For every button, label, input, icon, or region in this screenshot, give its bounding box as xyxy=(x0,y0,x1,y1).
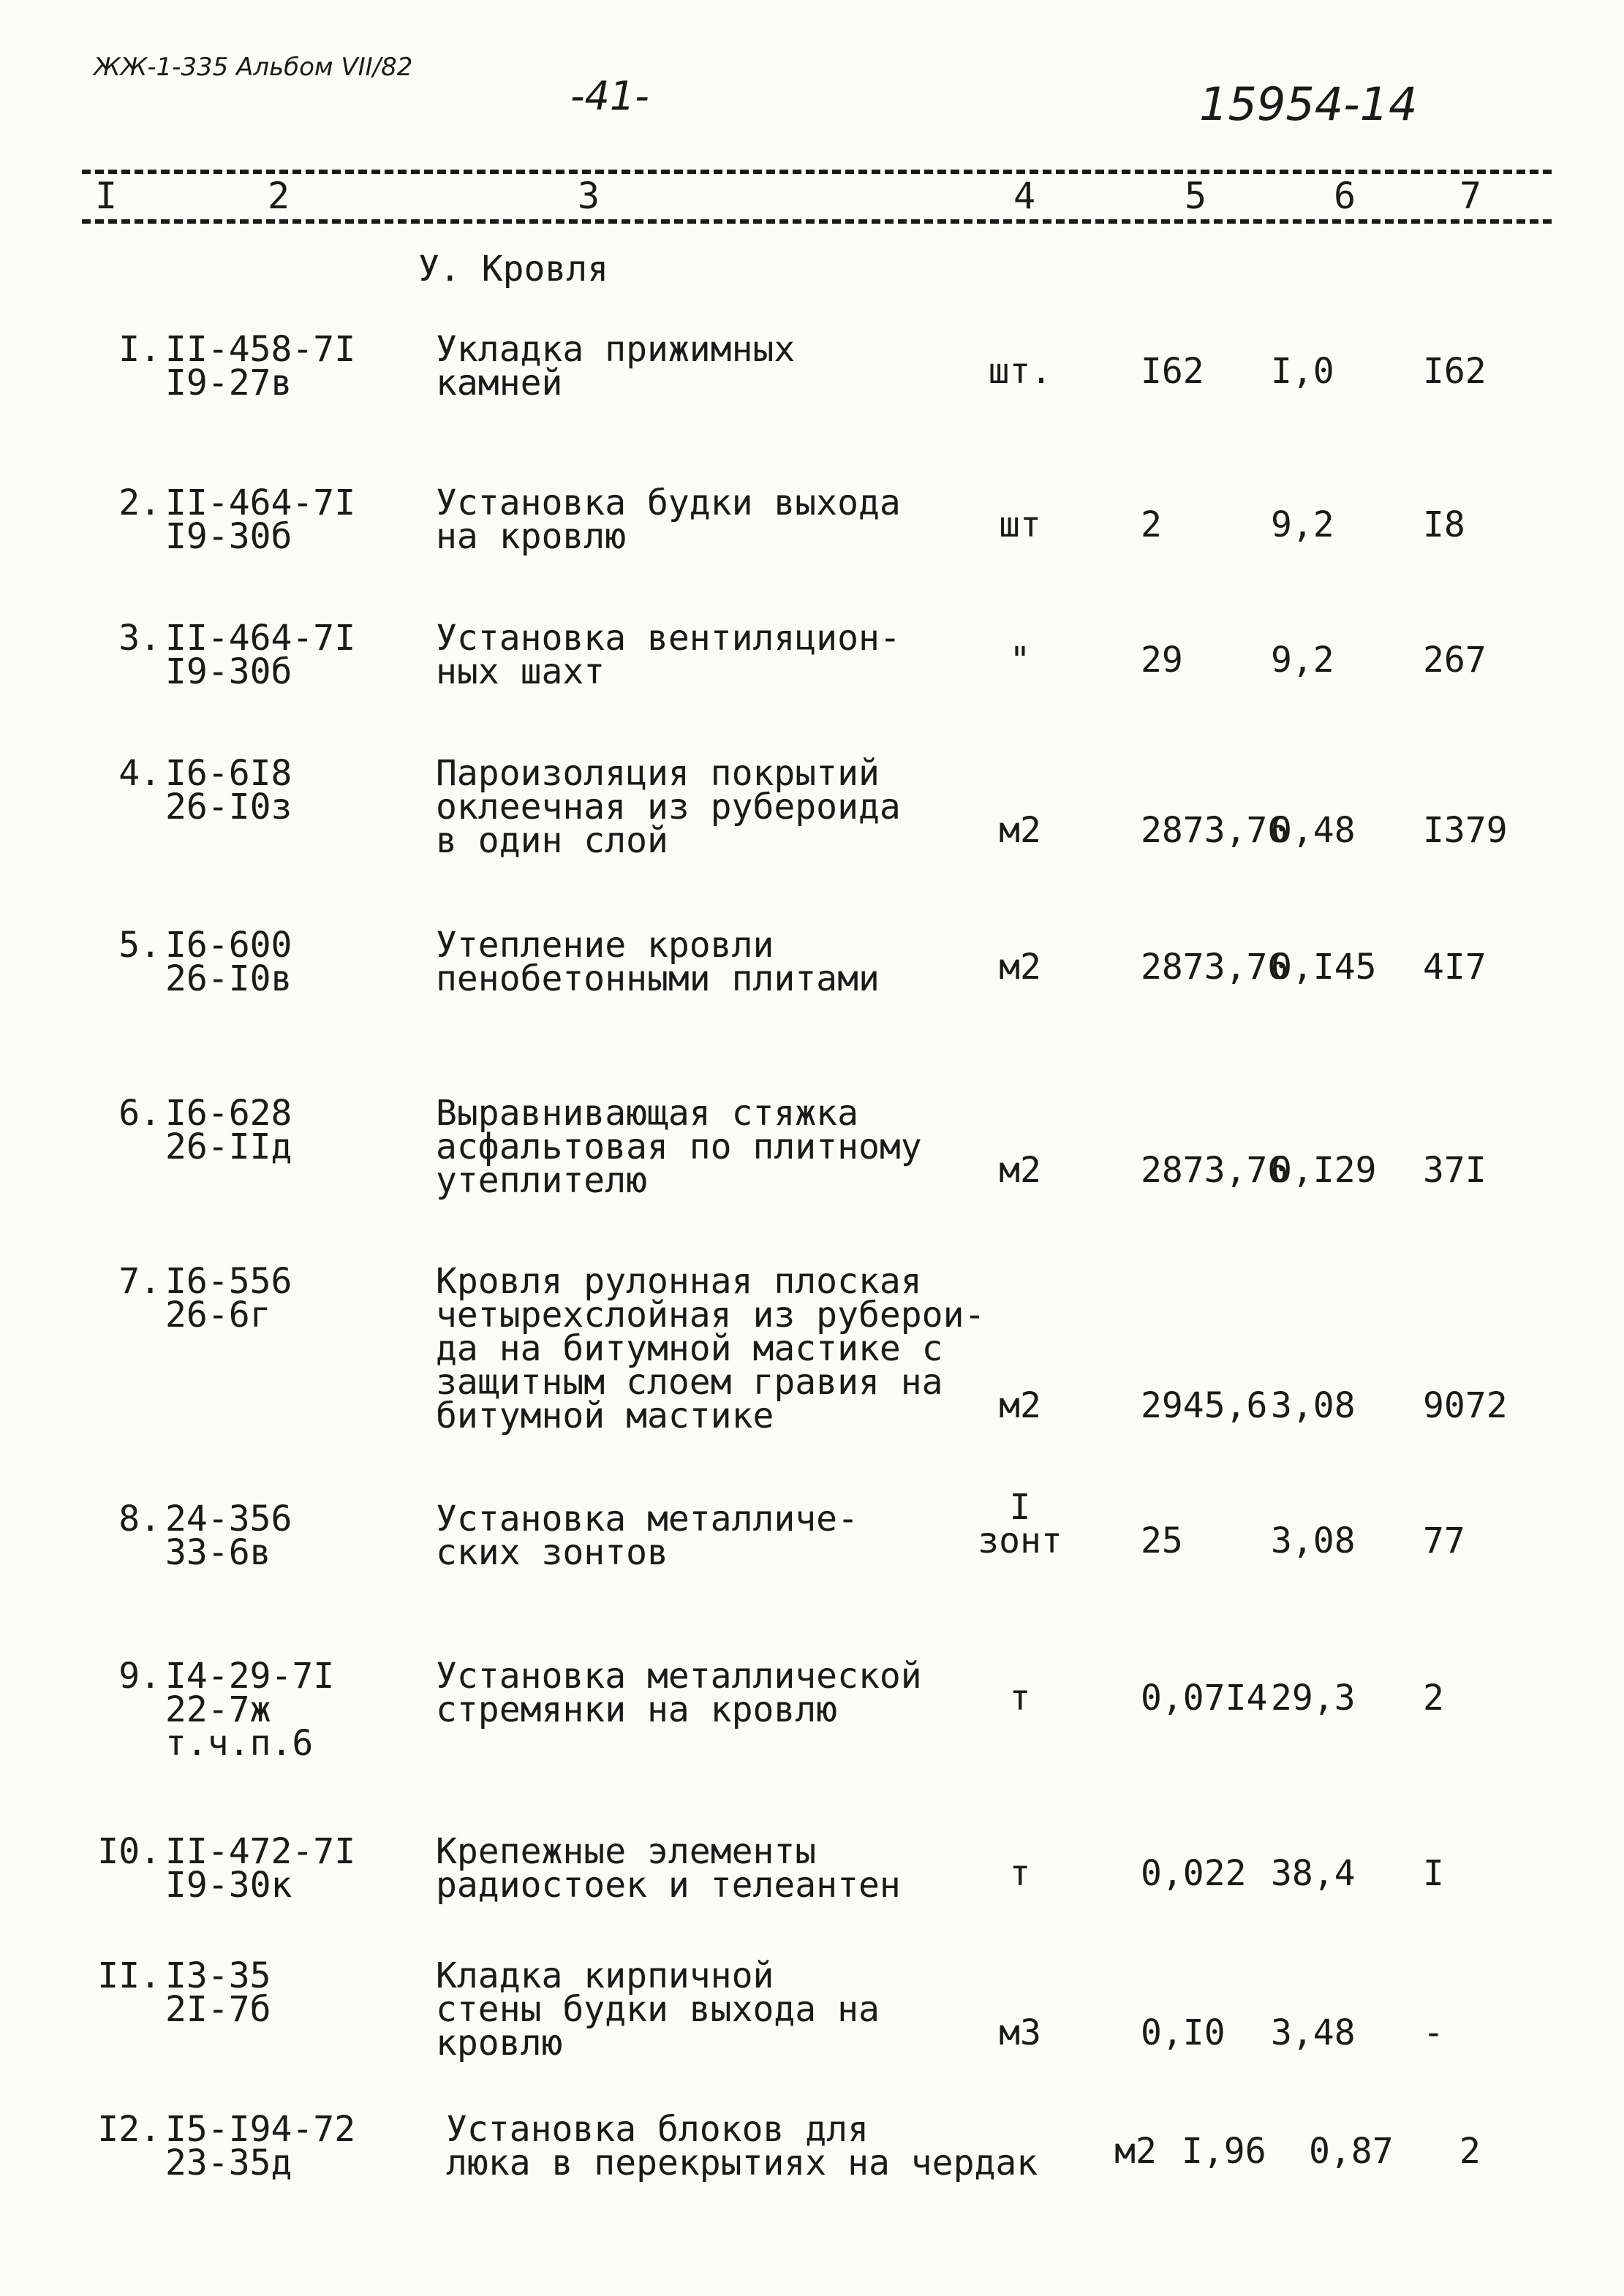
quantity-value: 0,022 xyxy=(1141,1853,1247,1894)
work-description-line: ных шахт xyxy=(436,651,605,692)
norm-code xyxy=(165,1656,335,1764)
norm-code xyxy=(165,329,356,403)
page-number: -41- xyxy=(570,73,649,119)
work-description-line: камней xyxy=(436,363,563,403)
row-number: 7. xyxy=(118,1261,161,1302)
row-number: 4. xyxy=(118,753,161,794)
norm-code-line: 26-I0в xyxy=(165,958,292,999)
norm-code xyxy=(165,1499,292,1573)
norm-code-line: I6-6I8 xyxy=(165,753,292,794)
unit-of-measure xyxy=(965,2012,1075,2053)
norm-code xyxy=(165,753,292,827)
column-header-6: 6 xyxy=(1334,175,1356,217)
unit-of-measure xyxy=(1103,2131,1168,2172)
unit-line: зонт xyxy=(978,1520,1062,1561)
work-description xyxy=(436,1093,922,1201)
row-number: 5. xyxy=(118,925,161,966)
work-description-line: асфальтовая по плитному xyxy=(436,1126,922,1167)
unit-line: м2 xyxy=(999,1385,1041,1426)
norm-code-line: II-472-7I xyxy=(165,1831,356,1872)
unit-of-measure xyxy=(965,810,1075,851)
work-description-line: Установка вентиляцион- xyxy=(436,618,901,659)
quantity-value: 0,I0 xyxy=(1141,2012,1225,2053)
total-value: 2 xyxy=(1459,2131,1481,2172)
work-description-line: Кровля рулонная плоская xyxy=(436,1261,922,1302)
norm-code-line: I5-I94-72 xyxy=(165,2109,356,2150)
work-description xyxy=(436,1261,986,1436)
work-description-line: ских зонтов xyxy=(436,1532,668,1573)
norm-code-line: 23-35д xyxy=(165,2142,292,2183)
work-description-line: Крепежные элементы xyxy=(436,1831,817,1872)
unit-of-measure xyxy=(965,1487,1075,1561)
rate-value: 0,I45 xyxy=(1271,947,1377,988)
column-header-4: 4 xyxy=(1013,175,1036,217)
norm-code-line: I6-628 xyxy=(165,1093,292,1134)
norm-code xyxy=(165,618,356,692)
work-description xyxy=(436,1656,922,1730)
quantity-value: 2945,6 xyxy=(1141,1385,1268,1426)
work-description xyxy=(436,329,796,403)
work-description-line: стремянки на кровлю xyxy=(436,1689,838,1730)
total-value: I xyxy=(1423,1853,1444,1894)
unit-line: т xyxy=(1009,1678,1031,1719)
work-description-line: Кладка кирпичной xyxy=(436,1955,774,1996)
norm-code-line: 33-6в xyxy=(165,1532,271,1573)
total-value: 9072 xyxy=(1423,1385,1508,1426)
work-description xyxy=(436,482,901,557)
row-number: II. xyxy=(97,1955,161,1996)
work-description-line: Выравнивающая стяжка xyxy=(436,1093,858,1134)
document-number: 15954-14 xyxy=(1199,77,1418,131)
unit-line: шт. xyxy=(988,351,1052,392)
unit-of-measure xyxy=(965,504,1075,545)
quantity-value: 2873,76 xyxy=(1141,947,1289,988)
rate-value: I,0 xyxy=(1271,351,1334,392)
norm-code-line: I9-30к xyxy=(165,1865,292,1906)
work-description-line: оклеечная из рубероида xyxy=(436,787,901,827)
column-header-1: I xyxy=(95,175,118,217)
work-description-line: защитным слоем гравия на xyxy=(436,1362,943,1403)
rate-value: 3,08 xyxy=(1271,1520,1356,1561)
quantity-value: 0,07I4 xyxy=(1141,1678,1268,1719)
unit-line: м2 xyxy=(1114,2131,1157,2172)
work-description-line: Пароизоляция покрытий xyxy=(436,753,880,794)
norm-code-line: I3-35 xyxy=(165,1955,271,1996)
rate-value: 0,48 xyxy=(1271,810,1356,851)
norm-code-line: 26-6г xyxy=(165,1295,271,1335)
rate-value: 9,2 xyxy=(1271,504,1334,545)
norm-code-line: т.ч.п.6 xyxy=(165,1723,314,1764)
album-reference: ЖЖ-1-335 Альбом VII/82 xyxy=(94,53,413,82)
work-description xyxy=(436,1499,858,1573)
work-description-line: битумной мастике xyxy=(436,1395,774,1436)
total-value: 77 xyxy=(1423,1520,1465,1561)
column-header-5: 5 xyxy=(1185,175,1207,217)
work-description-line: кровлю xyxy=(436,2023,563,2064)
work-description xyxy=(446,2109,1038,2183)
work-description-line: четырехслойная из руберои- xyxy=(436,1295,986,1335)
rate-value: 0,I29 xyxy=(1271,1150,1377,1191)
unit-of-measure xyxy=(965,947,1075,988)
work-description-line: Укладка прижимных xyxy=(436,329,796,370)
quantity-value: I62 xyxy=(1141,351,1204,392)
work-description xyxy=(436,1831,901,1906)
work-description xyxy=(436,753,901,861)
norm-code-line: 26-I0з xyxy=(165,787,292,827)
norm-code-line: 2I-7б xyxy=(165,1989,271,2030)
work-description-line: на кровлю xyxy=(436,516,627,557)
work-description-line: люка в перекрытиях на чердак xyxy=(446,2142,1038,2183)
quantity-value: 25 xyxy=(1141,1520,1183,1561)
norm-code-line: II-458-7I xyxy=(165,329,356,370)
work-description xyxy=(436,1955,880,2064)
row-number: 3. xyxy=(118,618,161,659)
top-dashed-rule xyxy=(82,170,1552,174)
work-description-line: в один слой xyxy=(436,820,668,861)
norm-code-line: II-464-7I xyxy=(165,482,356,523)
row-number: 2. xyxy=(118,482,161,523)
norm-code xyxy=(165,1261,292,1335)
work-description-line: Установка металлической xyxy=(436,1656,922,1697)
unit-line: м2 xyxy=(999,947,1041,988)
work-description-line: пенобетонными плитами xyxy=(436,958,880,999)
row-number: I0. xyxy=(97,1831,161,1872)
unit-of-measure xyxy=(965,640,1075,681)
work-description xyxy=(436,618,901,692)
unit-line: м2 xyxy=(999,810,1041,851)
rate-value: 3,48 xyxy=(1271,2012,1356,2053)
quantity-value: 2 xyxy=(1141,504,1162,545)
rate-value: 3,08 xyxy=(1271,1385,1356,1426)
row-number: 9. xyxy=(118,1656,161,1697)
norm-code-line: I6-600 xyxy=(165,925,292,966)
total-value: 4I7 xyxy=(1423,947,1487,988)
norm-code xyxy=(165,1955,271,2030)
column-header-2: 2 xyxy=(268,175,290,217)
work-description-line: да на битумной мастике с xyxy=(436,1328,943,1369)
header-dashed-rule xyxy=(82,219,1552,224)
norm-code-line: 22-7ж xyxy=(165,1689,271,1730)
quantity-value: 2873,76 xyxy=(1141,810,1289,851)
unit-of-measure xyxy=(965,1385,1075,1426)
total-value: I62 xyxy=(1423,351,1487,392)
section-title: У. Кровля xyxy=(418,249,609,289)
work-description xyxy=(436,925,880,999)
norm-code xyxy=(165,482,356,557)
row-number: 6. xyxy=(118,1093,161,1134)
work-description-line: стены будки выхода на xyxy=(436,1989,880,2030)
norm-code xyxy=(165,925,292,999)
norm-code-line: 24-356 xyxy=(165,1499,292,1539)
total-value: 2 xyxy=(1423,1678,1444,1719)
work-description-line: радиостоек и телеантен xyxy=(436,1865,901,1906)
column-header-7: 7 xyxy=(1459,175,1482,217)
unit-of-measure xyxy=(965,1853,1075,1894)
rate-value: 9,2 xyxy=(1271,640,1334,681)
work-description-line: Установка блоков для xyxy=(446,2109,869,2150)
unit-of-measure xyxy=(965,351,1075,392)
column-header-3: 3 xyxy=(578,175,600,217)
norm-code xyxy=(165,1093,292,1167)
total-value: I8 xyxy=(1423,504,1465,545)
norm-code xyxy=(165,1831,356,1906)
total-value: 37I xyxy=(1423,1150,1487,1191)
total-value: I379 xyxy=(1423,810,1508,851)
norm-code-line: I9-27в xyxy=(165,363,292,403)
total-value: 267 xyxy=(1423,640,1487,681)
unit-of-measure xyxy=(965,1150,1075,1191)
quantity-value: 2873,76 xyxy=(1141,1150,1289,1191)
unit-of-measure xyxy=(965,1678,1075,1719)
norm-code-line: 26-IIд xyxy=(165,1126,292,1167)
norm-code-line: I4-29-7I xyxy=(165,1656,335,1697)
unit-line: шт xyxy=(999,504,1041,545)
norm-code-line: I9-30б xyxy=(165,651,292,692)
unit-line: м3 xyxy=(999,2012,1041,2053)
unit-line: м2 xyxy=(999,1150,1041,1191)
rate-value: 0,87 xyxy=(1309,2131,1394,2172)
total-value: - xyxy=(1423,2012,1444,2053)
rate-value: 29,3 xyxy=(1271,1678,1356,1719)
norm-code-line: I9-30б xyxy=(165,516,292,557)
norm-code-line: II-464-7I xyxy=(165,618,356,659)
quantity-value: I,96 xyxy=(1182,2131,1266,2172)
unit-line: т xyxy=(1009,1853,1031,1894)
work-description-line: утеплителю xyxy=(436,1160,647,1201)
work-description-line: Утепление кровли xyxy=(436,925,774,966)
row-number: I2. xyxy=(97,2109,161,2150)
unit-line: " xyxy=(1009,640,1031,681)
work-description-line: Установка будки выхода xyxy=(436,482,901,523)
unit-line: I xyxy=(1009,1487,1031,1528)
row-number: I. xyxy=(118,329,161,370)
quantity-value: 29 xyxy=(1141,640,1183,681)
norm-code xyxy=(165,2109,356,2183)
rate-value: 38,4 xyxy=(1271,1853,1356,1894)
work-description-line: Установка металличе- xyxy=(436,1499,858,1539)
norm-code-line: I6-556 xyxy=(165,1261,292,1302)
row-number: 8. xyxy=(118,1499,161,1539)
